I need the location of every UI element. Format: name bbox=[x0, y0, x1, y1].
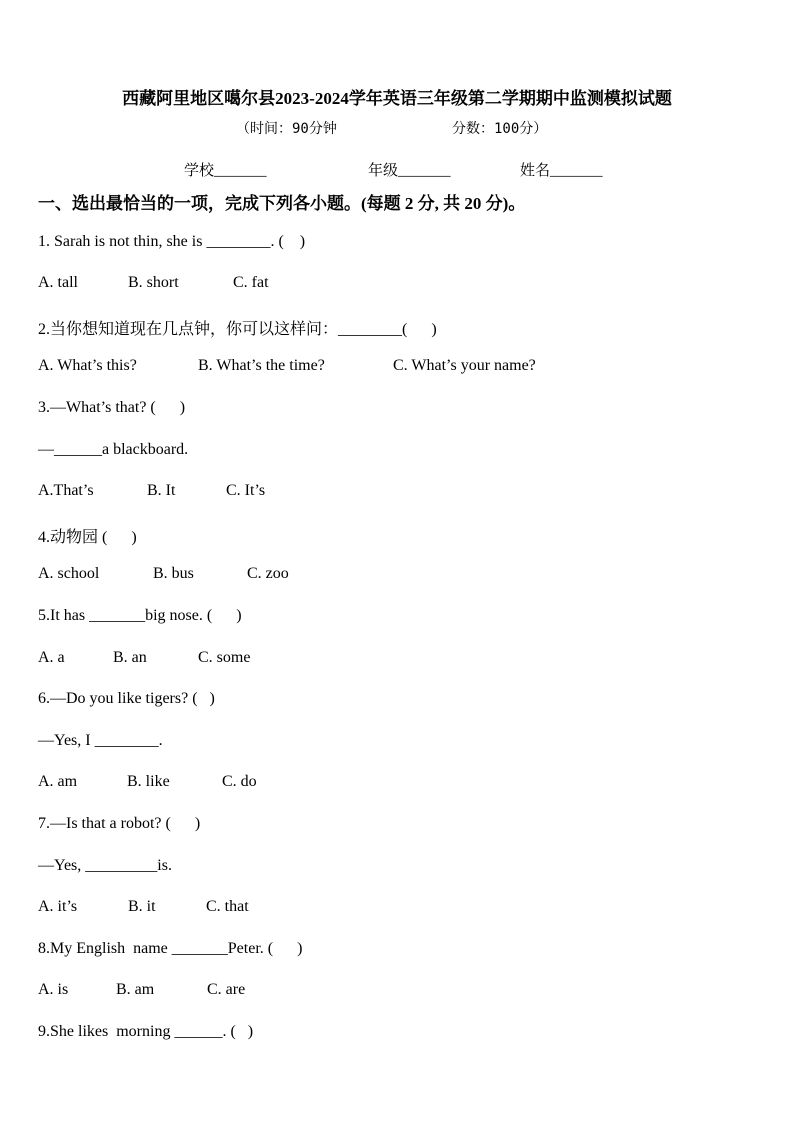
grade-field: 年级_______ bbox=[368, 163, 451, 179]
option-a: A. school bbox=[38, 565, 100, 582]
option-b: B. What’s the time? bbox=[198, 357, 325, 374]
name-field: 姓名_______ bbox=[520, 163, 603, 179]
option-a: A. it’s bbox=[38, 898, 78, 915]
school-field: 学校_______ bbox=[184, 163, 267, 179]
option-a: A. What’s this? bbox=[38, 357, 137, 374]
option-c: C. are bbox=[207, 981, 246, 998]
question-stem: 6.—Do you like tigers? ( ) bbox=[38, 690, 215, 707]
option-b: B. It bbox=[147, 482, 176, 499]
option-a: A. a bbox=[38, 649, 65, 666]
question-stem: 8.My English name _______Peter. ( ) bbox=[38, 940, 303, 957]
option-a: A.That’s bbox=[38, 482, 94, 499]
question-stem: 9.She likes morning ______. ( ) bbox=[38, 1023, 254, 1040]
option-c: C. What’s your name? bbox=[393, 357, 536, 374]
option-c: C. do bbox=[222, 773, 257, 790]
question-followup: —______a blackboard. bbox=[38, 441, 189, 458]
question-stem: 5.It has _______big nose. ( ) bbox=[38, 607, 242, 624]
option-b: B. it bbox=[128, 898, 156, 915]
question-followup: —Yes, _________is. bbox=[38, 857, 172, 874]
question-followup: —Yes, I ________. bbox=[38, 732, 163, 749]
option-b: B. short bbox=[128, 274, 179, 291]
option-c: C. It’s bbox=[226, 482, 266, 499]
question-stem: 7.—Is that a robot? ( ) bbox=[38, 815, 201, 832]
option-c: C. that bbox=[206, 898, 249, 915]
option-b: B. an bbox=[113, 649, 147, 666]
question-stem: 1. Sarah is not thin, she is ________. ( ) bbox=[38, 233, 306, 250]
exam-time: （时间：90分钟 bbox=[236, 121, 337, 137]
question-stem: 3.—What’s that? ( ) bbox=[38, 399, 186, 416]
question-stem: 4.动物园 ( ) bbox=[38, 529, 137, 546]
option-b: B. like bbox=[127, 773, 170, 790]
option-c: C. fat bbox=[233, 274, 269, 291]
option-a: A. tall bbox=[38, 274, 78, 291]
question-stem: 2.当你想知道现在几点钟，你可以这样问：________( ) bbox=[38, 321, 437, 338]
section-heading: 一、选出最恰当的一项，完成下列各小题。(每题 2 分, 共 20 分)。 bbox=[38, 194, 526, 213]
option-b: B. bus bbox=[153, 565, 194, 582]
option-a: A. am bbox=[38, 773, 78, 790]
exam-title: 西藏阿里地区噶尔县2023-2024学年英语三年级第二学期期中监测模拟试题 bbox=[122, 89, 672, 108]
option-b: B. am bbox=[116, 981, 155, 998]
option-c: C. zoo bbox=[247, 565, 289, 582]
option-c: C. some bbox=[198, 649, 251, 666]
exam-score: 分数：100分） bbox=[452, 121, 548, 137]
option-a: A. is bbox=[38, 981, 69, 998]
